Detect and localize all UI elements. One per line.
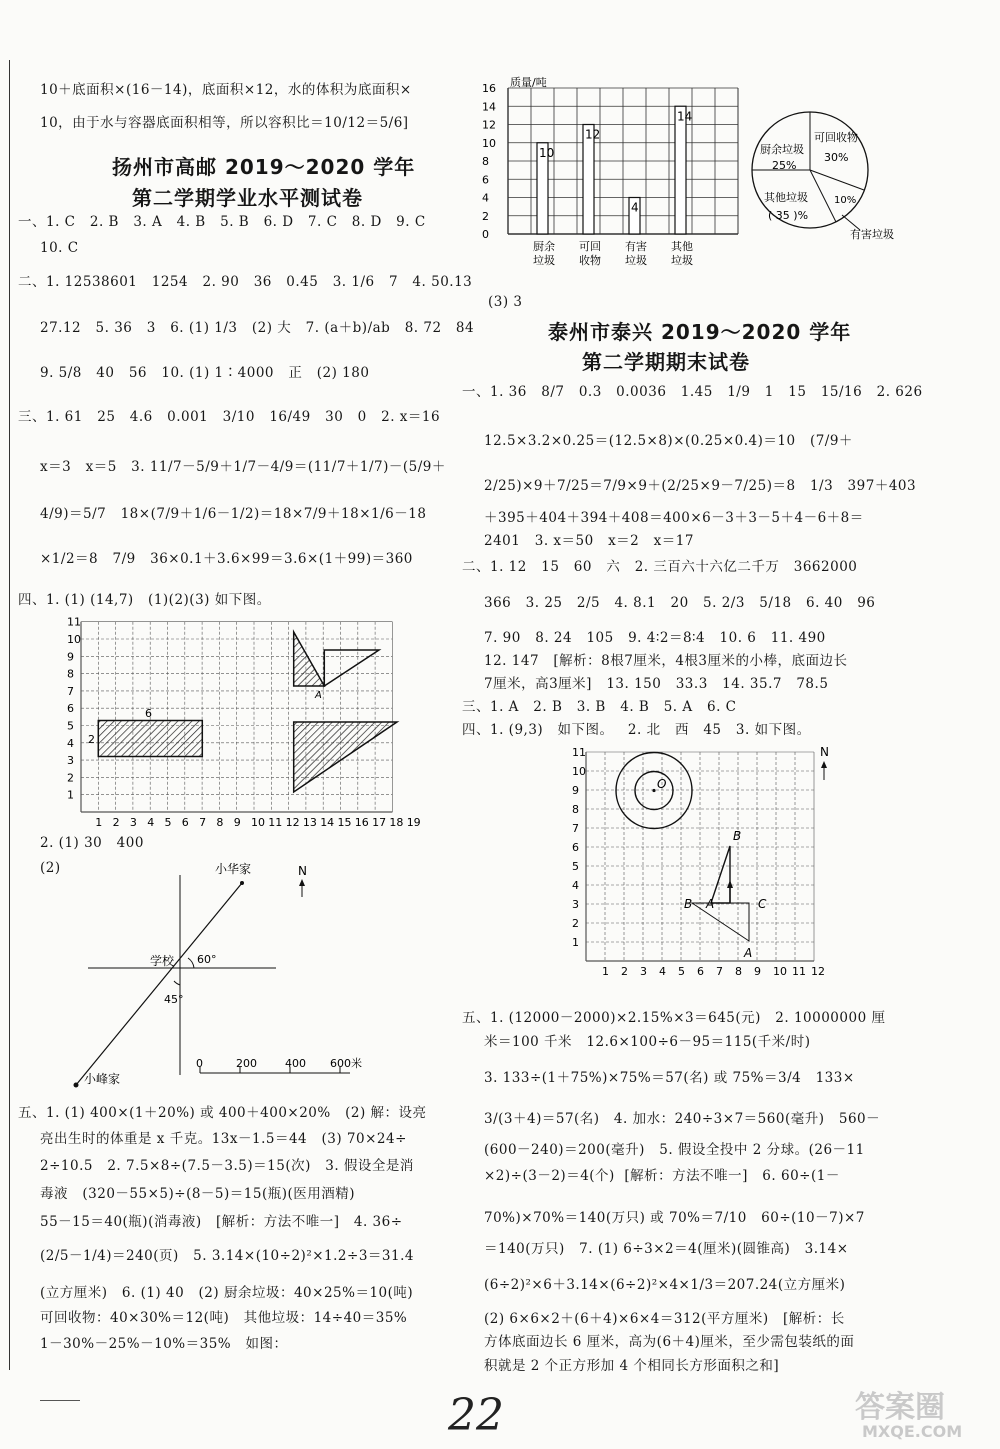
right-grid-y-tick: 7: [572, 822, 579, 835]
map-label-home2: 小峰家: [84, 1072, 121, 1086]
section-subtitle-yangzhou: 第二学期学业水平测试卷: [132, 186, 363, 210]
label-b2: B: [684, 897, 693, 911]
map-label-home1: 小华家: [215, 862, 252, 876]
right-grid-x-tick: 8: [735, 965, 742, 978]
left-grid-x-tick: 16: [354, 816, 369, 829]
answer-line: 12. 147 [解析：8根7厘米，4根3厘米的小棒，底面边长: [484, 653, 848, 669]
answer-line: 四、1. (1) (14,7) (1)(2)(3) 如下图。: [18, 592, 271, 608]
right-grid-x-tick: 7: [716, 965, 723, 978]
triangle-abc-rotated: [692, 903, 749, 941]
left-grid-x-tick: 12: [285, 816, 300, 829]
pie-value-recyclable: 30%: [824, 151, 849, 164]
outline-triangle: [324, 650, 379, 686]
left-grid-x-tick: 17: [372, 816, 387, 829]
label-b: B: [733, 829, 742, 843]
answer-line: 2/25)×9＋7/25＝7/9×9＋(2/25×9－7/25)＝8 1/3 397＋403: [484, 478, 917, 494]
bar-category-label: 垃圾: [671, 254, 693, 267]
five-line: 方体底面边长 6 厘米，高为(6＋4)厘米，至少需包装纸的面: [484, 1334, 855, 1350]
left-grid-x-tick: 3: [129, 816, 137, 829]
left-grid-y-tick: 5: [67, 719, 74, 733]
section-title-taizhou: 泰州市泰兴 2019～2020 学年: [548, 320, 852, 344]
map-label-angle2: 45°: [164, 993, 184, 1006]
answer-line: 2401 3. x＝50 x＝2 x＝17: [484, 533, 694, 549]
column-divider: [9, 60, 10, 1370]
bar-y-tick: 4: [482, 191, 489, 205]
left-grid-y-tick: 4: [67, 736, 74, 750]
left-grid-y-tick: 7: [67, 684, 74, 698]
left-grid-x-tick: 7: [199, 816, 207, 829]
five-line: 3/(3＋4)＝57(名) 4. 加水：240÷3×7＝560(毫升) 560－: [484, 1111, 881, 1127]
q2-line: 2. (1) 30 400: [40, 835, 144, 851]
left-grid-x-tick: 11: [268, 816, 283, 829]
pie-label-other: 其他垃圾: [764, 191, 808, 204]
shaded-triangle-lower: [294, 722, 397, 792]
right-grid-y-tick: 2: [572, 917, 579, 930]
left-grid-y-tick: 6: [67, 702, 74, 716]
coordinate-grid-right: [558, 742, 828, 982]
bar-y-tick: 16: [482, 82, 496, 95]
north-arrow-icon: [821, 761, 827, 768]
right-grid-y-tick: 9: [572, 784, 579, 797]
bar-category-label: 有害: [625, 240, 647, 253]
answer-line: ×1/2＝8 7/9 36×0.1＋3.6×99＝3.6×(1＋99)＝360: [40, 551, 413, 567]
left-grid-x-tick: 13: [302, 816, 317, 829]
bar-y-tick: 0: [482, 228, 489, 241]
left-grid-x-tick: 9: [233, 816, 241, 829]
label-a2: A: [744, 946, 753, 960]
bar-y-tick: 10: [482, 136, 496, 150]
five-line: (2/5－1/4)＝240(页) 5. 3.14×(10÷2)²×1.2÷3＝31.4: [40, 1248, 414, 1264]
left-grid-y-tick: 9: [67, 650, 74, 664]
right-grid-x-tick: 9: [754, 965, 761, 978]
scale-600: 600米: [330, 1057, 362, 1070]
watermark-url: MXQE.COM: [862, 1422, 963, 1441]
right-grid-y-tick: 6: [572, 841, 579, 854]
north-label: N: [298, 864, 307, 878]
right-grid-y-tick: 3: [572, 898, 579, 911]
map-label-angle1: 60°: [197, 953, 217, 966]
answer-line: 9. 5/8 40 56 10. (1) 1∶4000 正 (2) 180: [40, 365, 370, 381]
answer-line: 四、1. (9,3) 如下图。 2. 北 西 45 3. 如下图。: [462, 722, 811, 738]
triangle-abc: [711, 846, 730, 903]
shaded-triangle-upper: [294, 632, 325, 686]
bar-chart-waste: [480, 78, 750, 288]
left-grid-x-tick: 4: [147, 816, 155, 829]
left-grid-x-tick: 2: [112, 816, 120, 829]
left-grid-x-tick: 6: [181, 816, 189, 829]
left-grid-x-tick: 15: [337, 816, 352, 829]
watermark-logo: 答案圈: [855, 1390, 945, 1425]
bar-y-tick: 6: [482, 173, 489, 187]
bar-category-label: 可回: [579, 240, 601, 253]
left-grid-y-tick: 10: [67, 633, 81, 646]
scale-0: 0: [196, 1057, 203, 1070]
coordinate-grid-left: [55, 610, 435, 830]
left-grid-y-tick: 8: [67, 667, 74, 681]
grid-label-a: A: [315, 690, 322, 701]
right-grid-x-tick: 4: [659, 965, 666, 978]
right-grid-x-tick: 6: [697, 965, 704, 978]
five-line: 五、1. (12000－2000)×2.15%×3＝645(元) 2. 10000000 厘: [462, 1010, 886, 1026]
answer-line: 10. C: [40, 240, 79, 256]
north-label-right: N: [820, 745, 829, 759]
left-grid-x-tick: 10: [251, 816, 265, 829]
label-o: O: [657, 777, 667, 791]
page-number: 22: [448, 1390, 504, 1441]
five-line: (600－240)＝200(毫升) 5. 假设全投中 2 分球。(26－11: [484, 1142, 865, 1158]
section-subtitle-taizhou: 第二学期期末试卷: [582, 350, 750, 374]
shaded-rectangle: [98, 721, 202, 757]
five-line: 积就是 2 个正方形加 4 个相同长方形面积之和]: [484, 1358, 780, 1374]
answer-line: 27.12 5. 36 3 6. (1) 1/3 (2) 大 7. (a＋b)/ab 8. 72 84: [40, 320, 475, 336]
right-grid-y-tick: 5: [572, 860, 579, 873]
five-line: ＝140(万只) 7. (1) 6÷3×2＝4(厘米)(圆锥高) 3.14×: [484, 1241, 849, 1257]
five-line: (立方厘米) 6. (1) 40 (2) 厨余垃圾：40×25%＝10(吨): [40, 1285, 414, 1301]
answer-line: 4/9)＝5/7 18×(7/9＋1/6－1/2)＝18×7/9＋18×1/6－18: [40, 506, 427, 522]
pie-chart-waste: [740, 105, 930, 255]
right-grid-y-tick: 11: [572, 746, 586, 759]
answer-line: 二、1. 12538601 1254 2. 90 36 0.45 3. 1/6 7 4. 50.13: [18, 274, 473, 290]
bar-y-tick: 2: [482, 209, 489, 223]
scale-400: 400: [285, 1057, 306, 1070]
right-grid-x-tick: 1: [602, 965, 609, 978]
answer-line: 三、1. A 2. B 3. B 4. B 5. A 6. C: [462, 699, 737, 715]
left-line-2: 10，由于水与容器底面积相等，所以容积比＝10/12＝5/6]: [40, 115, 409, 131]
five-line: 亮出生时的体重是 x 千克。13x－1.5＝44 (3) 70×24÷: [40, 1131, 407, 1147]
left-grid-y-tick: 1: [67, 788, 74, 802]
answer-line: 12.5×3.2×0.25＝(12.5×8)×(0.25×0.4)＝10 (7/9＋: [484, 433, 853, 449]
right-grid-y-tick: 10: [572, 765, 586, 778]
grid-label-two: 2: [88, 733, 95, 746]
right-grid-x-tick: 2: [621, 965, 628, 978]
five-line: ×2)÷(3－2)＝4(个) [解析：方法不唯一] 6. 60÷(1－: [484, 1168, 840, 1184]
right-grid-x-tick: 3: [640, 965, 647, 978]
q2b-line: (2): [40, 860, 61, 876]
five-line: 可回收物：40×30%＝12(吨) 其他垃圾：14÷40＝35%: [40, 1310, 408, 1326]
left-grid-x-tick: 1: [95, 816, 103, 829]
left-grid-x-tick: 8: [216, 816, 224, 829]
left-grid-x-tick: 18: [389, 816, 404, 829]
five-line: 米＝100 千米 12.6×100÷6－95＝115(千米/时): [484, 1034, 811, 1050]
right-grid-x-tick: 5: [678, 965, 685, 978]
right-grid-x-tick: 11: [792, 965, 806, 978]
bar: [675, 106, 686, 234]
five-line: (2) 6×6×2＋(6＋4)×6×4＝312(平方厘米) [解析：长: [484, 1311, 845, 1327]
bar-value-label: 10: [539, 145, 555, 160]
answer-line: 7. 90 8. 24 105 9. 4∶2＝8∶4 10. 6 11. 490: [484, 630, 826, 646]
right-grid-x-tick: 12: [811, 965, 825, 978]
section-title-yangzhou: 扬州市高邮 2019～2020 学年: [112, 155, 416, 179]
pie-value-hazardous: 10%: [834, 195, 857, 206]
left-grid-y-tick: 11: [67, 615, 81, 629]
answer-line: 一、1. C 2. B 3. A 4. B 5. B 6. D 7. C 8. D 9. C: [18, 214, 426, 230]
bar-y-tick: 14: [482, 100, 496, 114]
answer-line: 二、1. 12 15 60 六 2. 三百六十六亿二千万 3662000: [462, 559, 858, 575]
left-grid-y-tick: 3: [67, 754, 74, 768]
bar-category-label: 其他: [671, 240, 693, 253]
grid-label-six: 6: [145, 707, 152, 720]
bar-y-label: 质量/吨: [510, 76, 547, 89]
answer-line: ＋395＋404＋394＋408＝400×6－3＋3－5＋4－6＋8＝: [484, 510, 864, 526]
bar-y-tick: 8: [482, 155, 489, 168]
bar-category-label: 垃圾: [625, 254, 647, 267]
right-grid-x-tick: 10: [773, 965, 787, 978]
bar-category-label: 厨余: [533, 240, 555, 253]
answer-line: 7厘米，高3厘米] 13. 150 33.3 14. 35.7 78.5: [484, 676, 829, 692]
right-grid-y-tick: 1: [572, 936, 579, 949]
five-line: 2÷10.5 2. 7.5×8÷(7.5－3.5)＝15(次) 3. 假设全是消: [40, 1158, 414, 1174]
five-line: (6÷2)²×6＋3.14×(6÷2)²×4×1/3＝207.24(立方厘米): [484, 1277, 846, 1293]
five-line: 55－15＝40(瓶)(消毒液) [解析：方法不唯一] 4. 36÷: [40, 1214, 403, 1230]
direction-map: [60, 855, 380, 1095]
q3-line: (3) 3: [488, 294, 523, 310]
bar-value-label: 14: [677, 109, 693, 124]
answer-line: x＝3 x＝5 3. 11/7－5/9＋1/7－4/9＝(11/7＋1/7)－(5/9＋: [40, 459, 446, 475]
bar-category-label: 垃圾: [533, 254, 555, 267]
footer-rule: [40, 1400, 80, 1401]
map-label-school: 学校: [150, 954, 175, 968]
left-grid-x-tick: 14: [320, 816, 335, 829]
north-arrow-icon: [299, 879, 305, 886]
five-line: 3. 133÷(1＋75%)×75%＝57(名) 或 75%＝3/4 133×: [484, 1070, 855, 1086]
answer-line: 一、1. 36 8/7 0.3 0.0036 1.45 1/9 1 15 15/16 2. 626: [462, 384, 923, 400]
left-grid-x-tick: 5: [164, 816, 172, 829]
pie-label-recyclable: 可回收物: [814, 131, 858, 144]
answer-line: 366 3. 25 2/5 4. 8.1 20 5. 2/3 5/18 6. 40 96: [484, 595, 876, 611]
bar-value-label: 12: [585, 127, 601, 142]
scale-200: 200: [236, 1057, 257, 1070]
left-grid-x-tick: 19: [406, 816, 421, 829]
label-c: C: [758, 897, 767, 911]
left-line-1: 10＋底面积×(16－14)，底面积×12，水的体积为底面积×: [40, 82, 412, 98]
five-line: 1－30%－25%－10%＝35% 如图：: [40, 1336, 288, 1352]
answer-line: 三、1. 61 25 4.6 0.001 3/10 16/49 30 0 2. x＝16: [18, 409, 441, 425]
bar-category-label: 收物: [579, 254, 601, 267]
pie-value-other: ( 35 )%: [768, 209, 809, 222]
five-line: 70%)×70%＝140(万只) 或 70%＝7/10 60÷(10－7)×7: [484, 1210, 865, 1226]
bar-value-label: 4: [631, 200, 639, 215]
pie-label-hazardous: 有害垃圾: [850, 228, 894, 241]
label-a: A: [706, 897, 715, 911]
right-grid-y-tick: 8: [572, 803, 579, 816]
left-grid-y-tick: 2: [67, 771, 74, 785]
five-line: 五、1. (1) 400×(1＋20%) 或 400＋400×20% (2) 解：设亮: [18, 1105, 427, 1121]
arrow-up-icon: [727, 880, 733, 888]
pie-value-kitchen: 25%: [772, 159, 797, 172]
five-line: 毒液 (320－55×5)÷(8－5)＝15(瓶)(医用酒精): [40, 1186, 356, 1202]
pie-label-kitchen: 厨余垃圾: [760, 143, 804, 156]
right-grid-y-tick: 4: [572, 879, 579, 892]
bar-y-tick: 12: [482, 118, 496, 132]
